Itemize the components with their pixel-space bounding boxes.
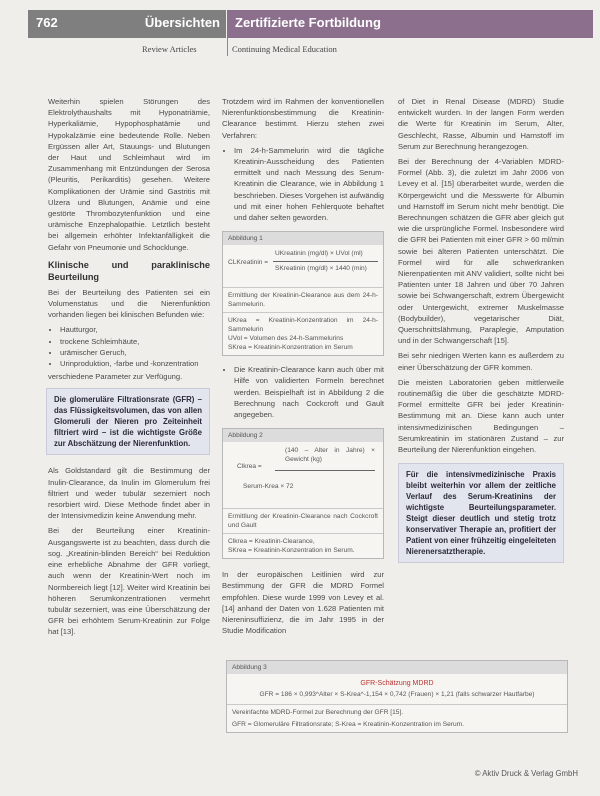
list-item: • trockene Schleimhäute, xyxy=(60,336,210,347)
page-number: 762 xyxy=(36,15,58,30)
category-title: Übersichten xyxy=(144,15,220,30)
formula-numerator: UKreatinin (mg/dl) × UVol (ml) xyxy=(275,250,363,258)
bullet-list xyxy=(222,145,384,223)
figure-legend xyxy=(223,312,383,355)
paragraph: verschiedene Parameter zur Verfügung. xyxy=(48,372,183,382)
list-item: • urämischer Geruch, xyxy=(60,347,210,358)
legend-line: Clkrea = Kreatinin-Clearance, xyxy=(228,538,315,546)
figure-legend: GFR = Glomeruläre Filtrationsrate; S-Krea = Kreatinin-Konzentration im Serum. xyxy=(232,721,464,728)
highlight-box: Die glomeruläre Filtrationsrate (GFR) – das Flüssigkeitsvolumen, das von allen Glomeruli der Nieren pro Zeiteinheit filtriert wird – ist die wichtigste Größe zur Abschätzung der Nierenfunktion. xyxy=(46,388,210,455)
figure-3 xyxy=(226,660,568,733)
paragraph: Als Goldstandard gilt die Bestimmung der Inulin-Clearance, da Inulin im Glomerulum frei filtriert und weder tubulär sezerniert noch resorbiert wird. Diese Methode findet aber in der Intensivmedizin keine Anwendung mehr. xyxy=(48,466,210,521)
formula-left: Clkrea = xyxy=(237,463,262,471)
formula-title: GFR-Schätzung MDRD xyxy=(360,680,434,687)
section-heading: Klinische und paraklinische Beurteilung xyxy=(48,259,210,282)
formula xyxy=(227,674,567,704)
header-right-bar xyxy=(227,10,593,38)
column-2 xyxy=(222,96,384,640)
paragraph: Weiterhin spielen Störungen des Elektrolythaushalts mit Hyponatriämie, Hyperkaliämie, Hypophosphatämie und Hypokalzämie eine bedeutende Rolle. Neben Ergüssen aller Art, Stauungs- und Blutungen der Haut und Schleimhaut wird im Zusammenhang mit Entzündungen der Serosa (Pleuritis, Perikarditis) gesehen. Weitere Komplikationen der Urämie sind Gastritis mit Ulzera und Blutungen, Anämie und eine gestörte Thrombozytenfunktion und eine urämische Enzephalopathie. Letztlich besteht bei allgemein erhöhter Infektanfälligkeit die Gefahr von Pneumonie und Schocklunge. xyxy=(48,97,210,252)
paragraph: Trotzdem wird im Rahmen der konventionellen Nierenfunktionsbestimmung die Kreatinin-Clearance bestimmt. Hierzu stehen zwei Verfahren: xyxy=(222,97,384,140)
copyright-footer: © Aktiv Druck & Verlag GmbH xyxy=(474,769,578,778)
figure-caption: Ermittlung der Kreatinin-Clearance nach Cockcroft und Gault xyxy=(223,508,383,533)
list-item: • Die Kreatinin-Clearance kann auch über mit Hilfe von validierten Formeln berechnet werden. Beispielhaft ist in Abbildung 2 die Berechnung nach Cockcroft und Gault angegeben. xyxy=(234,364,384,420)
formula-bottom: Serum-Krea × 72 xyxy=(243,483,294,491)
section-subtitle: Continuing Medical Education xyxy=(232,44,337,54)
formula xyxy=(223,442,383,508)
formula xyxy=(223,245,383,287)
column-3 xyxy=(398,96,564,563)
paragraph: Bei der Beurteilung einer Kreatinin-Ausgangswerte ist zu beachten, dass durch die sog. „Kreatinin-blinden Bereich“ bei Reduktion eine erhebliche Abnahme der GFR vorliegt, auch wenn der Kreatinin-Wert noch im Normbereich liegt [12]. Weiter wird Kreatinin bei höheren Serumkonzentrationen vermehrt tubulär sezerniert, was eine Überschätzung der GFR bei erhöhtem Serum-Kreatinin zur Folge hat [13]. xyxy=(48,526,210,637)
list-item: • Hautturgor, xyxy=(60,324,210,335)
legend-line: UVol = Volumen des 24-h-Sammelurins xyxy=(228,335,344,343)
fraction-bar xyxy=(273,261,378,262)
paragraph: Bei der Berechnung der 4-Variablen MDRD-Formel (Abb. 3), die zuletzt im Jahr 2006 von Levey et al. [15] überarbeitet wurde, werden die Körpergewicht und die Messwerte für Albumin und Harnstoff im Serum nicht mehr benötigt. Die Berechnungen schätzen die GFR aber gleich gut wie die ursprüngliche Formel. Insbesondere wird die GFR bei Patienten mit einer GFR > 60 ml/min sowie bei älteren Patienten unterschätzt. Die Formel wird für alle schwerkranken Nierenpatienten mit ANV validiert, sollte nicht bei Patienten unter 18 Jahren und über 70 Jahren sowie bei Schwangerschaft, extrem Übergewicht oder Untergewicht, extremer Muskelmasse (Bodybuilder), vegetarischer Diät, Querschnittslähmung, Paraplegie, Amputation und in der Schwangerschaft [15]. xyxy=(398,157,564,346)
bullet-list xyxy=(48,324,210,369)
legend-line: SKrea = Kreatinin-Konzentration im Serum xyxy=(228,344,353,352)
column-1 xyxy=(48,96,210,642)
paragraph: of Diet in Renal Disease (MDRD) Studie entwickelt wurden. In der langen Form werden die Werte für Kreatinin im Serum, Alter, Geschlecht, Rasse, Albumin und Harnstoff im Serum zur Berechnung herangezogen. xyxy=(398,97,564,151)
formula-top: (140 – Alter in Jahre) × Gewicht (kg) xyxy=(285,447,375,464)
fraction-bar xyxy=(275,470,375,471)
legend-line: UKrea = Kreatinin-Konzentration im 24-h-Sammelurin xyxy=(228,317,378,334)
header-divider xyxy=(227,38,228,56)
highlight-box: Für die intensivmedizinische Praxis bleibt weiterhin vor allem der zeitliche Verlauf des Serum-Kreatinins der wichtigste Beurteilungsparameter. Steigt dieser deutlich und stetig trotz konservativer Therapie an, profitiert der Patient von einer frühzeitig eingeleiteten Nierenersatztherapie. xyxy=(398,463,564,563)
formula-text: GFR = 186 × 0,993^Alter × S-Krea^-1,154 × 0,742 (Frauen) × 1,21 (falls schwarzer Hautfarbe) xyxy=(259,691,535,698)
figure-caption: Ermittlung der Kreatinin-Clearance aus dem 24-h-Sammelurin. xyxy=(223,287,383,312)
figure-title: Abbildung 3 xyxy=(227,661,567,674)
figure-title: Abbildung 1 xyxy=(223,232,383,245)
figure-title: Abbildung 2 xyxy=(223,429,383,442)
list-item: • Im 24-h-Sammelurin wird die tägliche Kreatinin-Ausscheidung des Patienten ermittelt und nach Messung des Serum-Kreatinin die Clearance, wie in Abbildung 1 beschrieben. Dieses Vorgehen ist aufwändig und mit einer hohen Fehlerquote behaftet und daher selten geworden. xyxy=(234,145,384,223)
figure-caption: Vereinfachte MDRD-Formel zur Berechnung der GFR [15]. xyxy=(227,704,567,720)
header-left-bar xyxy=(28,10,226,38)
paragraph: In der europäischen Leitlinien wird zur Bestimmung der GFR die MDRD Formel empfohlen. Diese wurde 1999 von Levey et al. [14] anhand der Daten von 1.628 Patienten mit Niereninsuffizienz, die im Jahr 1995 in der Studie Modification xyxy=(222,570,384,636)
bullet-list xyxy=(222,364,384,420)
paragraph: Bei sehr niedrigen Werten kann es außerdem zu einer Überschätzung der GFR kommen. xyxy=(398,351,564,372)
paragraph: Die meisten Laboratorien geben mittlerweile routinemäßig die über die geschätzte MDRD-Formel ermittelte GFR bei jeder Kreatinin-Bestimmung mit an. Diese kann auch unter intensivmedizinischen Bedingungen – Serumkreatinin im stationären Zustand – zur Beurteilung der Nierenfunktion eingehen. xyxy=(398,377,564,455)
formula-left: CLKreatinin = xyxy=(228,259,269,267)
page-header xyxy=(28,10,593,38)
list-item: • Urinproduktion, -farbe und -konzentration xyxy=(60,358,210,369)
legend-line: SKrea = Kreatinin-Konzentration im Serum. xyxy=(228,547,355,555)
figure-legend xyxy=(223,533,383,558)
formula-denominator: SKreatinin (mg/dl) × 1440 (min) xyxy=(275,265,367,273)
paragraph: Bei der Beurteilung des Patienten sei ein Volumenstatus und die Nierenfunktion vorhanden liegen bei klinischen Befunden wie: xyxy=(48,287,210,320)
figure-2 xyxy=(222,428,384,559)
category-subtitle: Review Articles xyxy=(142,44,197,54)
figure-1 xyxy=(222,231,384,356)
section-title: Zertifizierte Fortbildung xyxy=(235,15,381,30)
